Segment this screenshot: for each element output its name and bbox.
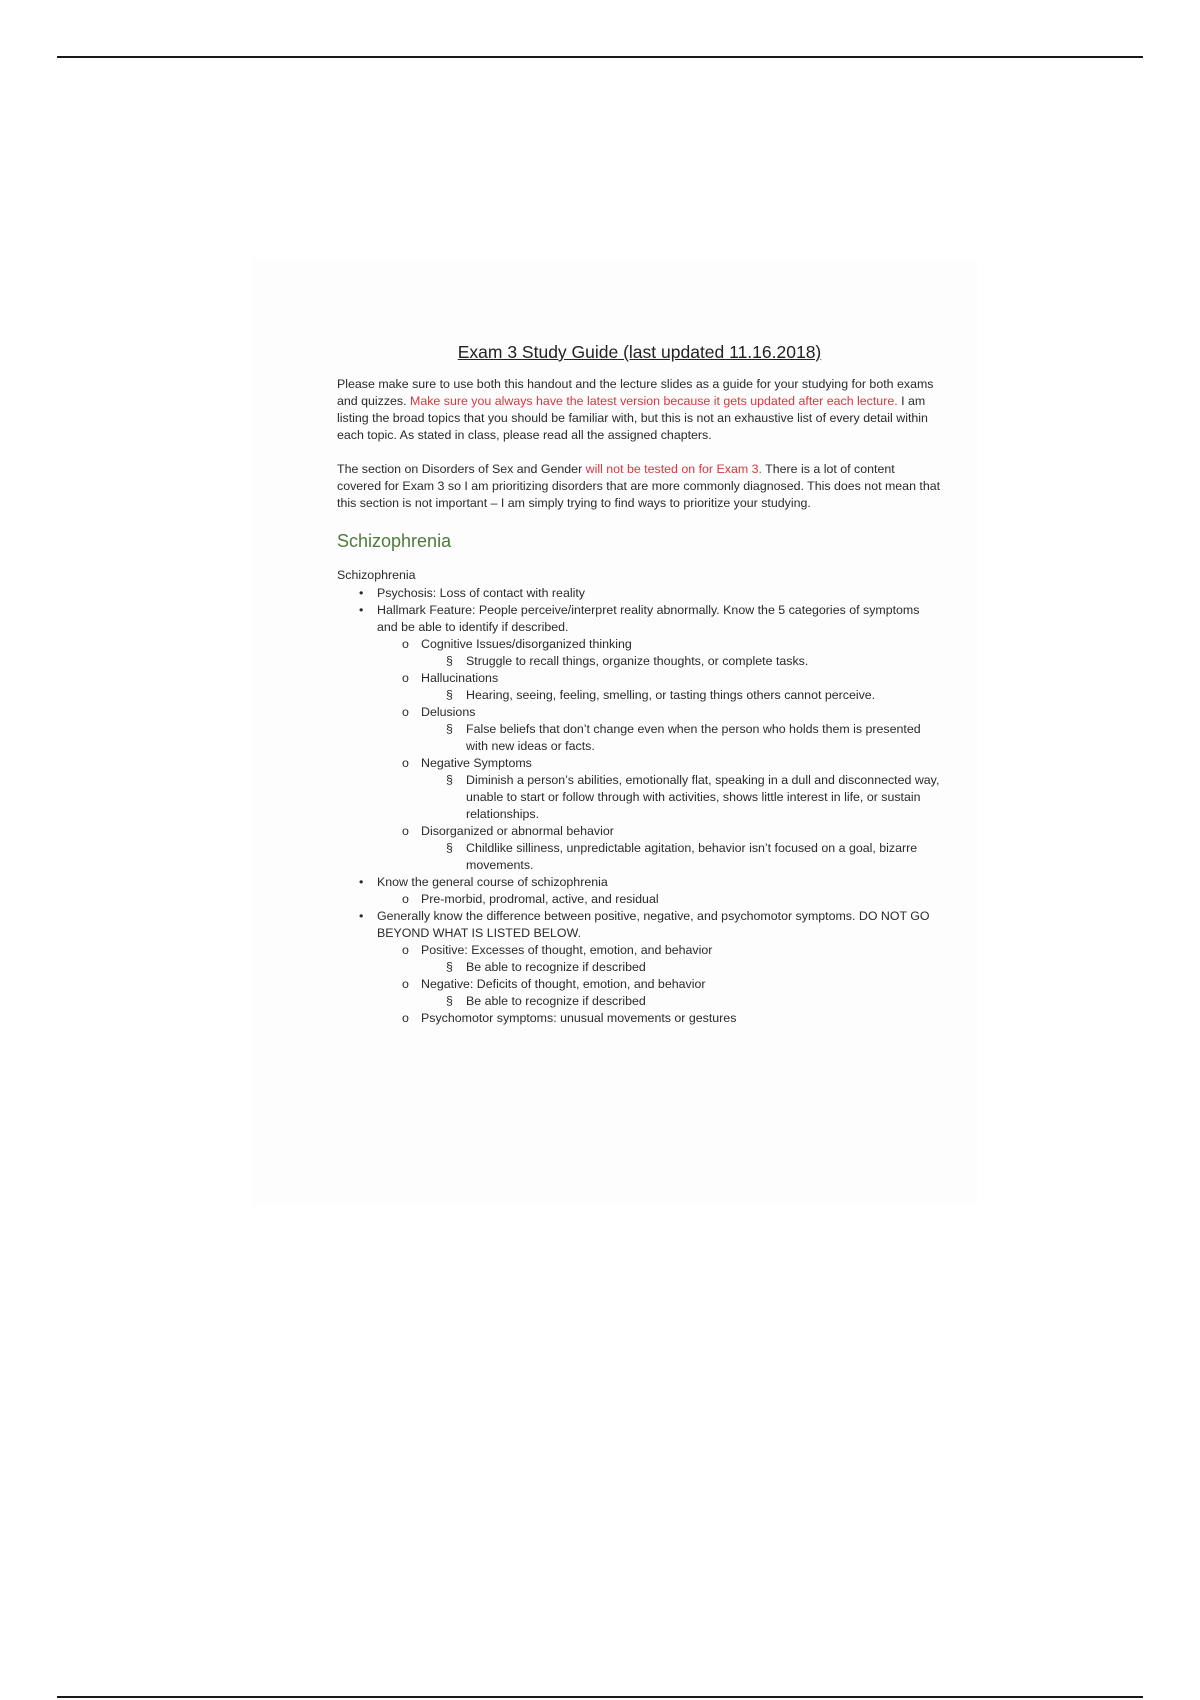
detail-item-text: Childlike silliness, unpredictable agitation, behavior isn’t focused on a goal, bizarre movements. <box>466 841 918 872</box>
sub-item-text: Delusions <box>421 705 476 719</box>
outline-item-text: Hallmark Feature: People perceive/interpret reality abnormally. Know the 5 categories of symptoms and be able to identify if described. <box>377 603 920 634</box>
intro-paragraph <box>337 376 942 444</box>
detail-item <box>421 687 942 704</box>
sub-item-text: Disorganized or abnormal behavior <box>421 824 614 838</box>
bullet-marker: • <box>359 586 364 600</box>
section-sign-marker: § <box>446 688 453 702</box>
bullet-marker: • <box>359 603 364 617</box>
intro-text-2: I am listing the broad topics that you should be familiar with, but this is not an exhaustive list of every detail within each topic. As stated in class, please read all the assigned chapters. <box>337 394 928 442</box>
detail-list <box>421 993 942 1010</box>
detail-list <box>421 687 942 704</box>
sub-item <box>377 704 942 755</box>
sub-item-text: Cognitive Issues/disorganized thinking <box>421 637 632 651</box>
outline-list <box>337 585 942 1027</box>
section-heading: Schizophrenia <box>337 531 452 551</box>
sub-list <box>377 891 942 908</box>
sub-item <box>377 670 942 704</box>
detail-item <box>421 721 942 755</box>
sub-marker: o <box>402 637 409 651</box>
sub-marker: o <box>402 705 409 719</box>
detail-list <box>421 959 942 976</box>
outline-item <box>337 908 942 1027</box>
detail-item <box>421 840 942 874</box>
sub-item <box>377 755 942 823</box>
sub-item-text: Psychomotor symptoms: unusual movements or gestures <box>421 1011 737 1025</box>
detail-item <box>421 993 942 1010</box>
sub-item-text: Negative: Deficits of thought, emotion, and behavior <box>421 977 706 991</box>
sub-marker: o <box>402 1011 409 1025</box>
section-sign-marker: § <box>446 960 453 974</box>
sub-item <box>377 976 942 1010</box>
outline-item-text: Generally know the difference between positive, negative, and psychomotor symptoms. DO NOT GO BEYOND WHAT IS LISTED BELOW. <box>377 909 930 940</box>
sub-item-text: Negative Symptoms <box>421 756 532 770</box>
notice-text-2: There is a lot of content covered for Exam 3 so I am prioritizing disorders that are more commonly diagnosed. This does not mean that this section is not important – I am simply trying to find ways to prioritize your studying. <box>337 462 941 510</box>
sub-marker: o <box>402 892 409 906</box>
outline-item <box>337 874 942 908</box>
top-rule <box>57 56 1143 58</box>
section-sign-marker: § <box>446 773 453 787</box>
detail-item <box>421 772 942 823</box>
document-title: Exam 3 Study Guide (last updated 11.16.2018) <box>457 342 822 362</box>
sub-item <box>377 942 942 976</box>
outline-item-text: Know the general course of schizophrenia <box>377 875 608 889</box>
sub-marker: o <box>402 756 409 770</box>
sub-item-text: Positive: Excesses of thought, emotion, and behavior <box>421 943 713 957</box>
sub-item <box>377 823 942 874</box>
notice-paragraph <box>337 461 942 512</box>
intro-highlight: Make sure you always have the latest version because it gets updated after each lecture. <box>410 394 898 408</box>
section-sign-marker: § <box>446 722 453 736</box>
detail-item-text: False beliefs that don’t change even when the person who holds them is presented with new ideas or facts. <box>466 722 921 753</box>
detail-item-text: Be able to recognize if described <box>466 960 646 974</box>
bullet-marker: • <box>359 909 364 923</box>
sub-marker: o <box>402 671 409 685</box>
sub-item <box>377 1010 942 1027</box>
sub-marker: o <box>402 943 409 957</box>
outline-item <box>337 585 942 602</box>
outline-item <box>337 602 942 874</box>
detail-list <box>421 772 942 823</box>
outline-item-text: Psychosis: Loss of contact with reality <box>377 586 585 600</box>
sub-item <box>377 891 942 908</box>
detail-list <box>421 840 942 874</box>
section-sign-marker: § <box>446 841 453 855</box>
detail-item <box>421 959 942 976</box>
detail-list <box>421 721 942 755</box>
detail-item-text: Hearing, seeing, feeling, smelling, or tasting things others cannot perceive. <box>466 688 876 702</box>
detail-item <box>421 653 942 670</box>
bullet-marker: • <box>359 875 364 889</box>
sub-list <box>377 636 942 874</box>
sub-item <box>377 636 942 670</box>
detail-item-text: Be able to recognize if described <box>466 994 646 1008</box>
intro-text-1: Please make sure to use both this handout and the lecture slides as a guide for your studying for both exams and quizzes. <box>337 377 934 408</box>
bottom-rule <box>57 1696 1143 1698</box>
detail-item-text: Diminish a person’s abilities, emotionally flat, speaking in a dull and disconnected way, unable to start or follow through with activities, shows little interest in life, or sustain relationships. <box>466 773 940 821</box>
section-sign-marker: § <box>446 654 453 668</box>
sub-item-text: Hallucinations <box>421 671 499 685</box>
section-sign-marker: § <box>446 994 453 1008</box>
detail-item-text: Struggle to recall things, organize thoughts, or complete tasks. <box>466 654 809 668</box>
sub-marker: o <box>402 824 409 838</box>
sub-item-text: Pre-morbid, prodromal, active, and residual <box>421 892 659 906</box>
sub-list <box>377 942 942 1027</box>
notice-text-1: The section on Disorders of Sex and Gender <box>337 462 586 476</box>
section-label: Schizophrenia <box>337 568 416 582</box>
sub-marker: o <box>402 977 409 991</box>
detail-list <box>421 653 942 670</box>
study-guide-document <box>337 340 942 1027</box>
notice-highlight: will not be tested on for Exam 3. <box>585 462 762 476</box>
